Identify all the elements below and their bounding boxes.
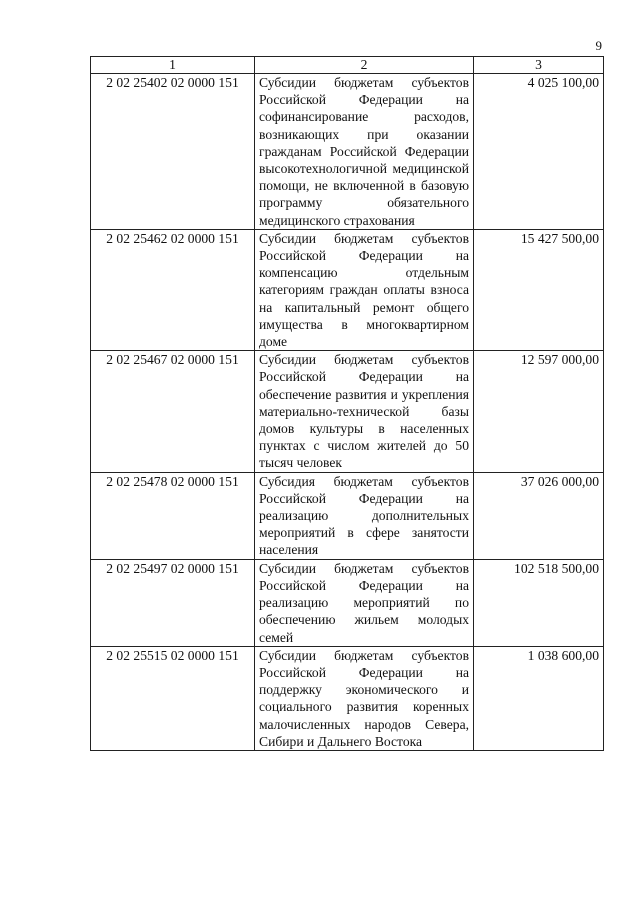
description-cell: Субсидии бюджетам субъектов Российской Федерации на обеспечение развития и укрепления материально-технической базы домов культуры в населенных пунктах с числом жителей до 50 тысяч человек xyxy=(255,351,474,472)
budget-code-cell: 2 02 25478 02 0000 151 xyxy=(91,472,255,559)
amount-cell: 102 518 500,00 xyxy=(474,559,604,646)
table-row xyxy=(91,559,604,646)
table-header xyxy=(91,57,604,74)
table-row xyxy=(91,74,604,230)
column-header-3: 3 xyxy=(474,57,604,74)
budget-code-cell: 2 02 25515 02 0000 151 xyxy=(91,646,255,750)
description-cell: Субсидии бюджетам субъектов Российской Федерации на софинансирование расходов, возникающих при оказании гражданам Российской Федерации высокотехнологичной медицинской помощи, не включенной в базовую программу обязательного медицинского страхования xyxy=(255,74,474,230)
budget-code-cell: 2 02 25497 02 0000 151 xyxy=(91,559,255,646)
description-cell: Субсидии бюджетам субъектов Российской Федерации на компенсацию отдельным категориям граждан оплаты взноса на капитальный ремонт общего имущества в многоквартирном доме xyxy=(255,229,474,350)
amount-cell: 12 597 000,00 xyxy=(474,351,604,472)
table-row xyxy=(91,646,604,750)
column-header-1: 1 xyxy=(91,57,255,74)
amount-cell: 15 427 500,00 xyxy=(474,229,604,350)
description-cell: Субсидия бюджетам субъектов Российской Федерации на реализацию дополнительных мероприятий в сфере занятости населения xyxy=(255,472,474,559)
budget-code-cell: 2 02 25467 02 0000 151 xyxy=(91,351,255,472)
budget-code-cell: 2 02 25462 02 0000 151 xyxy=(91,229,255,350)
budget-table xyxy=(90,56,604,751)
page-number: 9 xyxy=(595,38,602,53)
table-row xyxy=(91,472,604,559)
amount-cell: 37 026 000,00 xyxy=(474,472,604,559)
table-body xyxy=(91,74,604,751)
budget-code-cell: 2 02 25402 02 0000 151 xyxy=(91,74,255,230)
amount-cell: 1 038 600,00 xyxy=(474,646,604,750)
column-header-2: 2 xyxy=(255,57,474,74)
description-cell: Субсидии бюджетам субъектов Российской Федерации на реализацию мероприятий по обеспечению жильем молодых семей xyxy=(255,559,474,646)
table-row xyxy=(91,229,604,350)
table-row xyxy=(91,351,604,472)
header-row xyxy=(91,57,604,74)
amount-cell: 4 025 100,00 xyxy=(474,74,604,230)
description-cell: Субсидии бюджетам субъектов Российской Федерации на поддержку экономического и социального развития коренных малочисленных народов Севера, Сибири и Дальнего Востока xyxy=(255,646,474,750)
